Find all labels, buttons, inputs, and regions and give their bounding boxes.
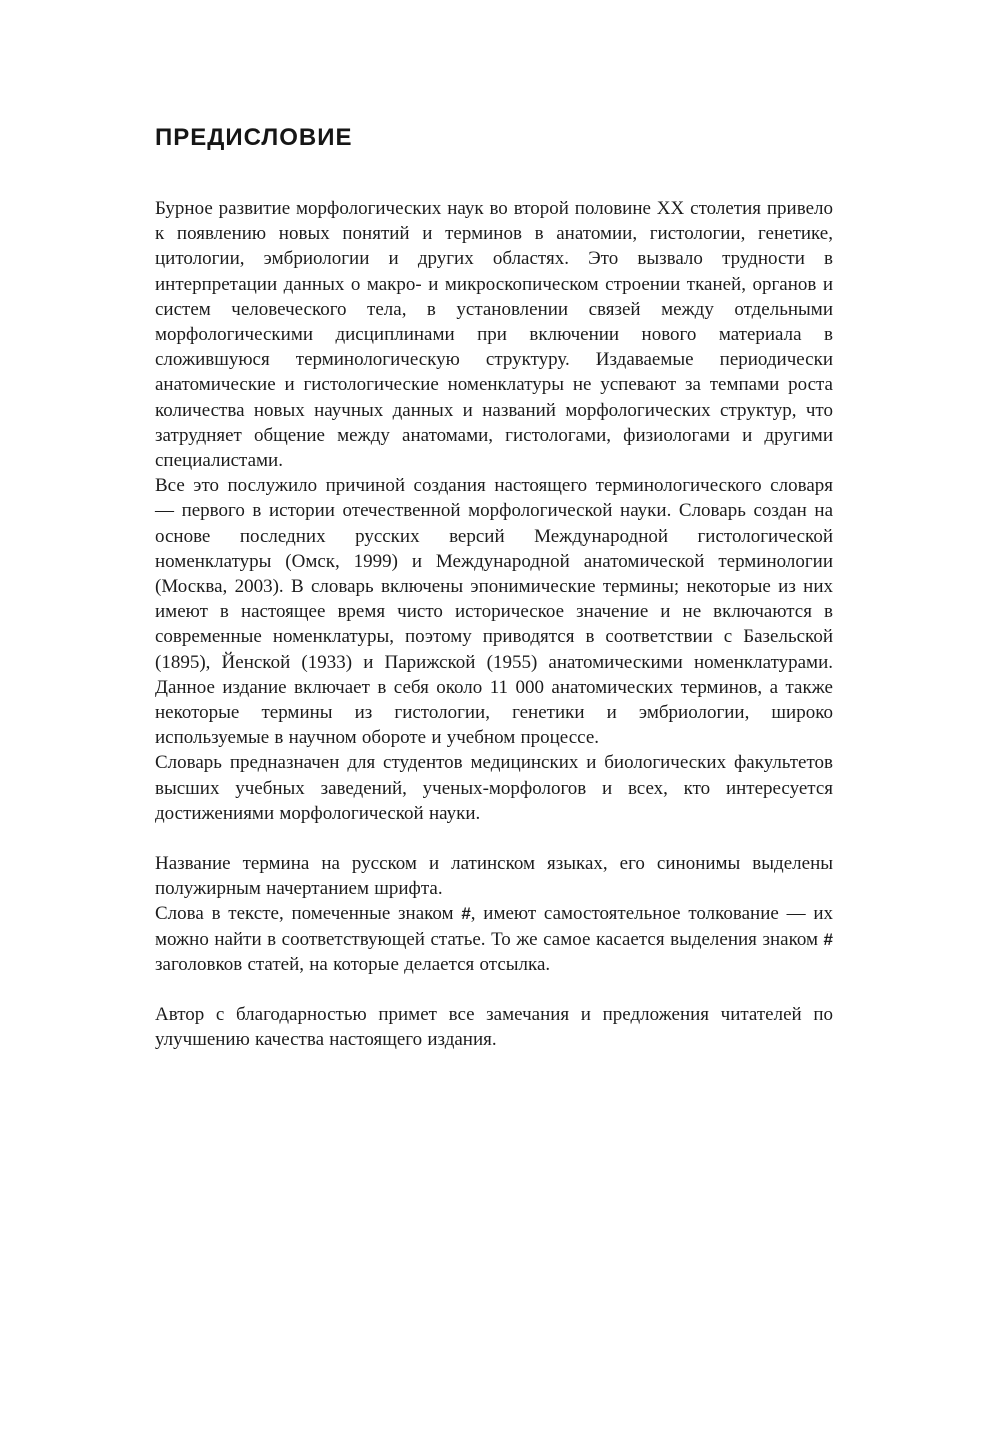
paragraph-term-formatting: Название термина на русском и латинском языках, его синонимы выделены полужирным начертанием шрифта. [155,853,833,900]
hash-note-text: Слова в тексте, помеченные знаком [155,903,462,925]
page-title: ПРЕДИСЛОВИЕ [155,124,353,151]
paragraph-audience: Словарь предназначен для студентов медицинских и биологических факультетов высших учебных заведений, ученых-морфологов и всех, кто интересуется достижениями морфологической науки. [155,752,833,824]
hash-note-text: заголовков статей, на которые делается отсылка. [155,953,551,975]
preface-body [155,196,833,1053]
preface-content [155,126,833,1053]
paragraph-dictionary-origin: Все это послужило причиной создания настоящего терминологического словаря — первого в истории отечественной морфологической науки. Словарь создан на основе последних русских версий Международной гистологической номенклатуры (Омск, 1999) и Международной анатомической терминологии (Москва, 2003). В словарь включены эпонимические термины; некоторые из них имеют в настоящее время чисто историческое значение и не включаются в современные номенклатуры, поэтому приводятся в соответствии с Базельской (1895), Йенской (1933) и Парижской (1955) анатомическими номенклатурами. Данное издание включает в себя около 11 000 анатомических терминов, а также некоторые термины из гистологии, генетики и эмбриологии, широко используемые в научном обороте и учебном процессе. [155,475,833,749]
section-gap [155,977,833,1002]
paragraph-intro: Бурное развитие морфологических наук во второй половине XX столетия привело к появлению новых понятий и терминов в анатомии, гистологии, генетике, цитологии, эмбриологии и других областях. Это вызвало трудности в интерпретации данных о макро- и микроскопическом строении тканей, органов и систем человеческого тела, в установлении связей между отдельными морфологическими дисциплинами при включении нового материала в сложившуюся терминологическую структуру. Издаваемые периодически анатомические и гистологические номенклатуры не успевают за темпами роста количества новых научных данных и названий морфологических структур, что затрудняет общение между анатомами, гистологами, физиологами и другими специалистами. [155,198,833,472]
hash-symbol: # [823,929,833,949]
paragraph-hash-note [155,901,833,977]
hash-note-text: , имеют самостоятельное толкование — их можно найти в соответствующей статье. То же самое касается выделения знаком [155,903,834,950]
hash-symbol: # [461,904,471,924]
paragraph-author-thanks: Автор с благодарностью примет все замечания и предложения читателей по улучшению качества настоящего издания. [155,1004,833,1051]
section-gap [155,826,833,851]
